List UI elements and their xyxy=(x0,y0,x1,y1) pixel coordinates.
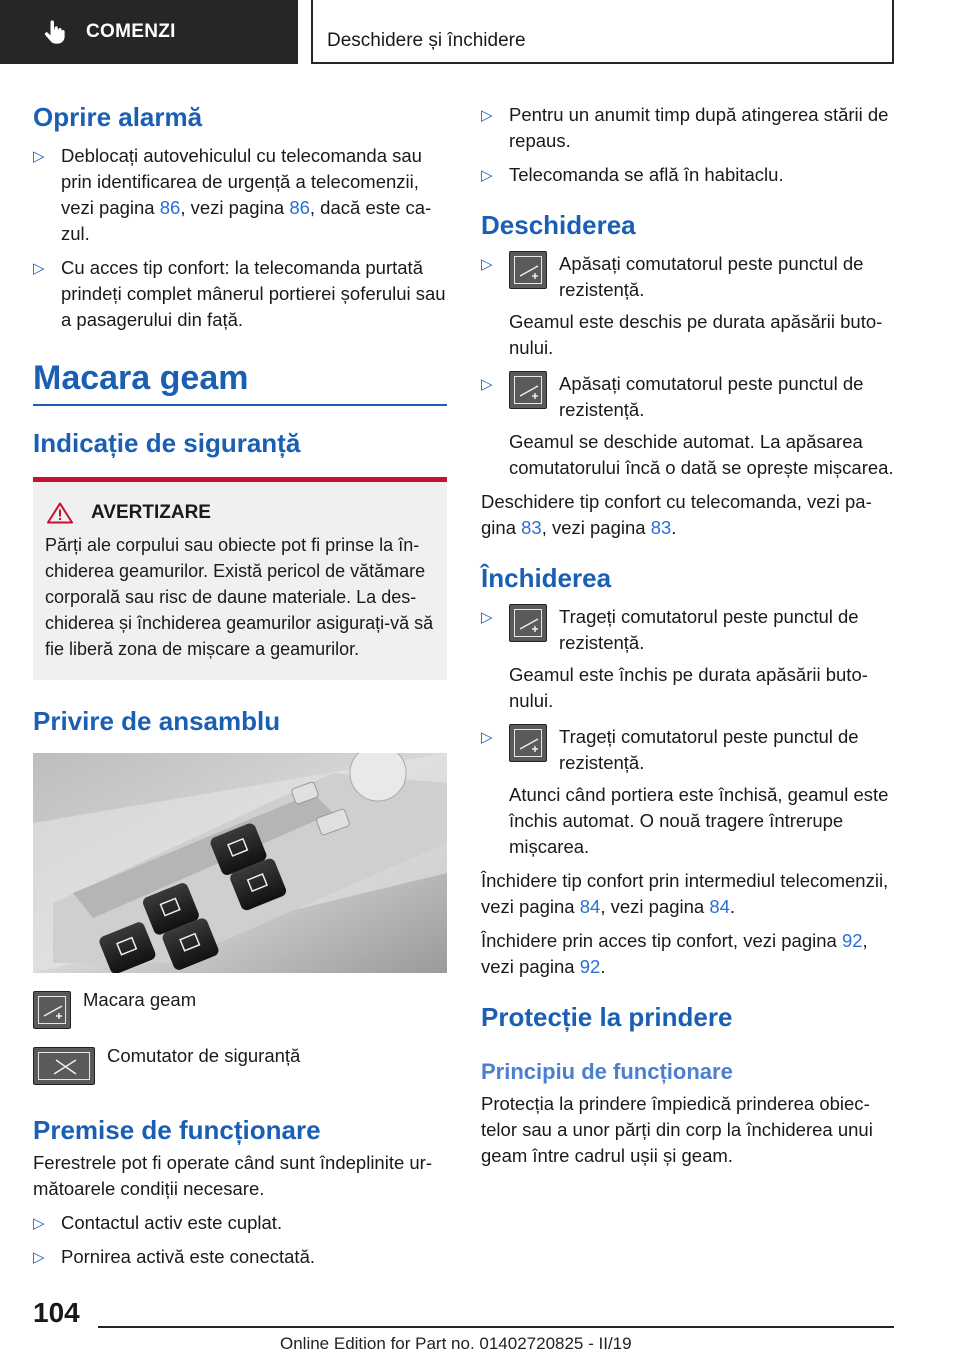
principiu-text: Protecția la prindere împiedică prinderea obiectelor sau a unor părți din corp la închiderea unui geam între cadrul ușii și geam. xyxy=(481,1093,873,1166)
list-item-text: Pornirea activă este conectată. xyxy=(61,1246,316,1267)
bullet-triangle-icon: ▷ xyxy=(481,107,493,124)
page-link[interactable]: 84 xyxy=(579,896,601,917)
inchiderea-heading: Închiderea xyxy=(481,563,612,593)
list-item-text: Trageți comutatorul peste punctul de rezistență. xyxy=(559,606,859,653)
bullet-triangle-icon: ▷ xyxy=(33,1215,45,1232)
bullet-triangle-icon: ▷ xyxy=(481,729,493,746)
protectie-heading: Protecție la prindere xyxy=(481,1002,733,1032)
legend-label: Comutator de siguranță xyxy=(107,1045,301,1066)
legend-row-1 xyxy=(33,991,447,1029)
oprire-alarma-heading: Oprire alarmă xyxy=(33,102,203,132)
heading-rule xyxy=(33,404,447,406)
list-item-text: Contactul activ este cuplat. xyxy=(61,1212,283,1233)
list-item xyxy=(33,1244,447,1270)
body-text: , vezi pagina xyxy=(600,896,710,917)
macara-geam-heading: Macara geam xyxy=(33,359,249,397)
window-switch-photo xyxy=(33,753,447,973)
comfort-open-text xyxy=(481,489,895,541)
list-item-text: Apăsați comutatorul peste punctul de rezistență. xyxy=(559,253,864,300)
window-lift-icon xyxy=(509,371,547,409)
warning-text: Părți ale corpului sau obiecte pot fi prinse la închiderea geamurilor. Există pericol de vătămare corporală sau risc de daune materiale. La deschiderea și închiderea geamurilor asigurați-vă să fie liberă zona de mișcare a geamurilor. xyxy=(45,535,434,659)
bullet-triangle-icon: ▷ xyxy=(481,256,493,273)
comfort-close-remote-text xyxy=(481,868,895,920)
page-link[interactable]: 83 xyxy=(521,517,542,538)
body-text: , vezi pagina xyxy=(481,930,868,977)
body-text: . xyxy=(729,896,736,917)
list-item-text: Pentru un anumit timp după atingerea stării de repaus. xyxy=(509,104,889,151)
list-item xyxy=(481,371,895,481)
list-item-text: , dacă este cazul. xyxy=(61,197,432,244)
list-item-text: Apăsați comutatorul peste punctul de rezistență. xyxy=(559,373,864,420)
deschiderea-heading: Deschiderea xyxy=(481,210,636,240)
body-text: Deschidere tip confort cu telecomanda, vezi pagina xyxy=(481,491,872,538)
note-text: Geamul este închis pe durata apăsării butonului. xyxy=(509,664,868,711)
note-text: Geamul este deschis pe durata apăsării butonului. xyxy=(509,311,883,358)
page-link[interactable]: 92 xyxy=(579,956,601,977)
note-text: Atunci când portiera este închisă, geamul este închis automat. O nouă tragere întrerupe mișcarea. xyxy=(509,784,889,857)
list-item xyxy=(33,255,447,333)
page-link[interactable]: 86 xyxy=(289,197,310,218)
principiu-heading: Principiu de funcționare xyxy=(481,1059,733,1084)
legend-label: Macara geam xyxy=(83,989,197,1010)
warning-triangle-icon xyxy=(47,502,73,524)
indicatie-heading: Indicație de siguranță xyxy=(33,428,301,458)
bullet-triangle-icon: ▷ xyxy=(33,260,45,277)
hand-pointer-icon xyxy=(40,18,68,46)
page-link[interactable]: 83 xyxy=(650,517,672,538)
bullet-triangle-icon: ▷ xyxy=(481,609,493,626)
list-item xyxy=(481,102,895,154)
bullet-triangle-icon: ▷ xyxy=(481,376,493,393)
chapter-title: Deschidere și închidere xyxy=(327,30,526,51)
body-text: Închidere tip confort prin intermediul telecomenzii, vezi pagina xyxy=(481,870,889,917)
section-tab xyxy=(0,0,298,64)
right-column xyxy=(481,100,895,1169)
window-lift-icon xyxy=(509,604,547,642)
section-title: COMENZI xyxy=(86,21,176,42)
premise-text: Ferestrele pot fi operate când sunt îndeplinite următoarele condiții necesare. xyxy=(33,1152,433,1199)
chapter-tab xyxy=(311,0,894,64)
list-item xyxy=(481,724,895,860)
warning-label: AVERTIZARE xyxy=(91,502,211,523)
body-text: Închidere prin acces tip confort, vezi pagina xyxy=(481,930,842,951)
warning-box xyxy=(33,477,447,680)
safety-switch-icon xyxy=(33,1047,95,1085)
list-item xyxy=(481,604,895,714)
page-link[interactable]: 84 xyxy=(709,896,730,917)
bullet-triangle-icon: ▷ xyxy=(33,1249,45,1266)
window-lift-icon xyxy=(33,991,71,1029)
privire-heading: Privire de ansamblu xyxy=(33,706,281,736)
list-item-text: Deblocați autovehiculul cu telecomanda sau prin identificarea de urgență a telecomenzii, vezi pagina xyxy=(61,145,422,218)
page-link[interactable]: 92 xyxy=(841,930,863,951)
warning-header xyxy=(47,502,435,524)
bullet-triangle-icon: ▷ xyxy=(481,167,493,184)
list-item-text: , vezi pagina xyxy=(180,197,290,218)
page-number: 104 xyxy=(33,1297,80,1328)
list-item xyxy=(33,1210,447,1236)
window-lift-icon xyxy=(509,724,547,762)
body-text: , vezi pagina xyxy=(541,517,651,538)
list-item xyxy=(481,251,895,361)
comfort-close-access-text xyxy=(481,928,895,980)
list-item-text: Cu acces tip confort: la telecomanda purtată prindeți complet mânerul portierei șoferului sau a pasagerului din față. xyxy=(61,257,446,330)
window-lift-icon xyxy=(509,251,547,289)
body-text: . xyxy=(600,956,606,977)
list-item xyxy=(33,143,447,247)
premise-heading: Premise de funcționare xyxy=(33,1115,321,1145)
legend-row-2 xyxy=(33,1047,447,1085)
list-item-text: Telecomanda se află în habitaclu. xyxy=(509,164,784,185)
left-column xyxy=(33,100,447,1270)
page-link[interactable]: 86 xyxy=(159,197,181,218)
footer-rule xyxy=(98,1326,894,1328)
list-item-text: Trageți comutatorul peste punctul de rezistență. xyxy=(559,726,859,773)
body-text: . xyxy=(671,517,677,538)
note-text: Geamul se deschide automat. La apăsarea comutatorului încă o dată se oprește mișcarea. xyxy=(509,431,894,478)
bullet-triangle-icon: ▷ xyxy=(33,148,45,165)
list-item xyxy=(481,162,895,188)
edition-text: Online Edition for Part no. 01402720825 - II/19 xyxy=(280,1334,632,1353)
